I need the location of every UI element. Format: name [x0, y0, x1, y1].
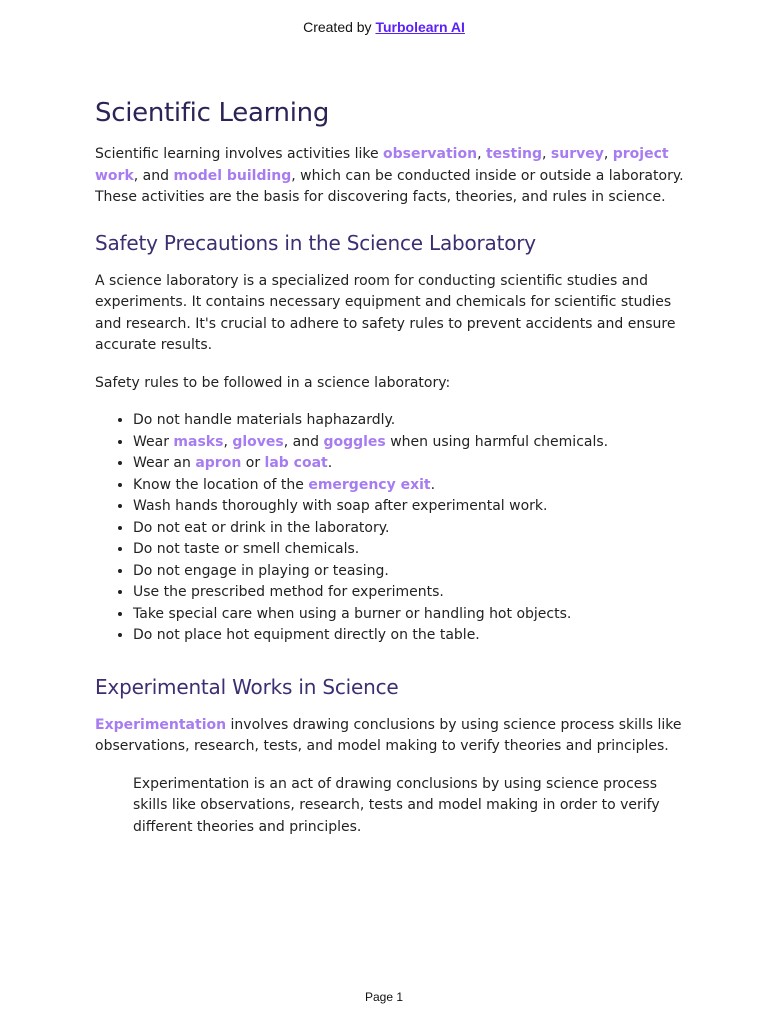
experimental-quote: Experimentation is an act of drawing conclusions by using science process skills like observations, research, tests and model making in order to verify different theories and principles.: [133, 775, 660, 835]
list-item: [133, 432, 685, 454]
rule-text: , and: [283, 433, 324, 450]
safety-rules-list: [95, 410, 685, 647]
list-item: [133, 475, 685, 497]
experimental-heading: Experimental Works in Science: [95, 674, 399, 699]
keyword-gloves: gloves: [232, 433, 284, 450]
creator-line: [0, 19, 768, 35]
intro-text: , and: [133, 167, 174, 184]
intro-text: Scientific learning involves activities like: [95, 146, 384, 162]
list-item: • Do not engage in playing or teasing.: [133, 561, 685, 583]
creator-prefix: Created by: [303, 19, 376, 35]
keyword-apron: apron: [195, 455, 242, 471]
turbolearn-link[interactable]: Turbolearn AI: [375, 19, 465, 35]
experimental-paragraph: [95, 715, 685, 758]
intro-text: ,: [477, 146, 486, 162]
keyword-emergency-exit: emergency exit: [308, 476, 431, 493]
list-item: • Do not place hot equipment directly on the table.: [133, 625, 685, 647]
page-number: Page 1: [364, 990, 404, 1004]
keyword-model-building: model building: [173, 167, 292, 184]
intro-text: , which can be conducted inside or outside a laboratory. These activities are the basis for discovering facts, theories, and rules in science.: [95, 167, 684, 205]
document-body: [95, 98, 685, 838]
list-item: • Use the prescribed method for experiments.: [133, 582, 685, 604]
list-item: • Do not taste or smell chemicals.: [133, 539, 685, 561]
rule-text: when using harmful chemicals.: [385, 433, 609, 450]
intro-text: ,: [541, 146, 551, 162]
list-item: • Take special care when using a burner or handling hot objects.: [133, 604, 685, 626]
intro-paragraph: [95, 144, 685, 209]
safety-heading: Safety Precautions in the Science Laboratory: [95, 230, 536, 255]
keyword-goggles: goggles: [323, 433, 386, 450]
keyword-masks: masks: [173, 433, 224, 450]
page-title: Scientific Learning: [95, 98, 330, 128]
rule-text: Wear: [133, 433, 174, 450]
list-item: • Do not eat or drink in the laboratory.: [133, 518, 685, 540]
rule-text: ,: [223, 433, 233, 450]
rule-text: .: [327, 455, 333, 471]
list-item: • Do not handle materials haphazardly.: [133, 410, 685, 432]
list-item: • Wash hands thoroughly with soap after experimental work.: [133, 496, 685, 518]
list-item: [133, 453, 685, 475]
keyword-lab-coat: lab coat: [264, 455, 328, 471]
safety-paragraph: A science laboratory is a specialized room for conducting scientific studies and experiments. It contains necessary equipment and chemicals for scientific studies and research. It's crucial to adhere to safety rules to prevent accidents and ensure accurate results.: [95, 272, 676, 353]
rule-text: .: [430, 476, 436, 493]
rule-text: or: [241, 455, 265, 471]
experimental-text: involves drawing conclusions by using science process skills like observations, research, tests, and model making to verify theories and principles.: [95, 716, 682, 754]
intro-text: ,: [603, 146, 613, 162]
keyword-survey: survey: [550, 146, 604, 162]
rule-text: Wear an: [133, 455, 196, 471]
keyword-testing: testing: [485, 146, 542, 162]
keyword-project-work: project work: [95, 146, 669, 184]
keyword-experimentation: Experimentation: [95, 716, 227, 733]
rule-text: Know the location of the: [133, 476, 309, 493]
keyword-observation: observation: [383, 146, 478, 162]
rules-intro: Safety rules to be followed in a science laboratory:: [95, 374, 451, 391]
